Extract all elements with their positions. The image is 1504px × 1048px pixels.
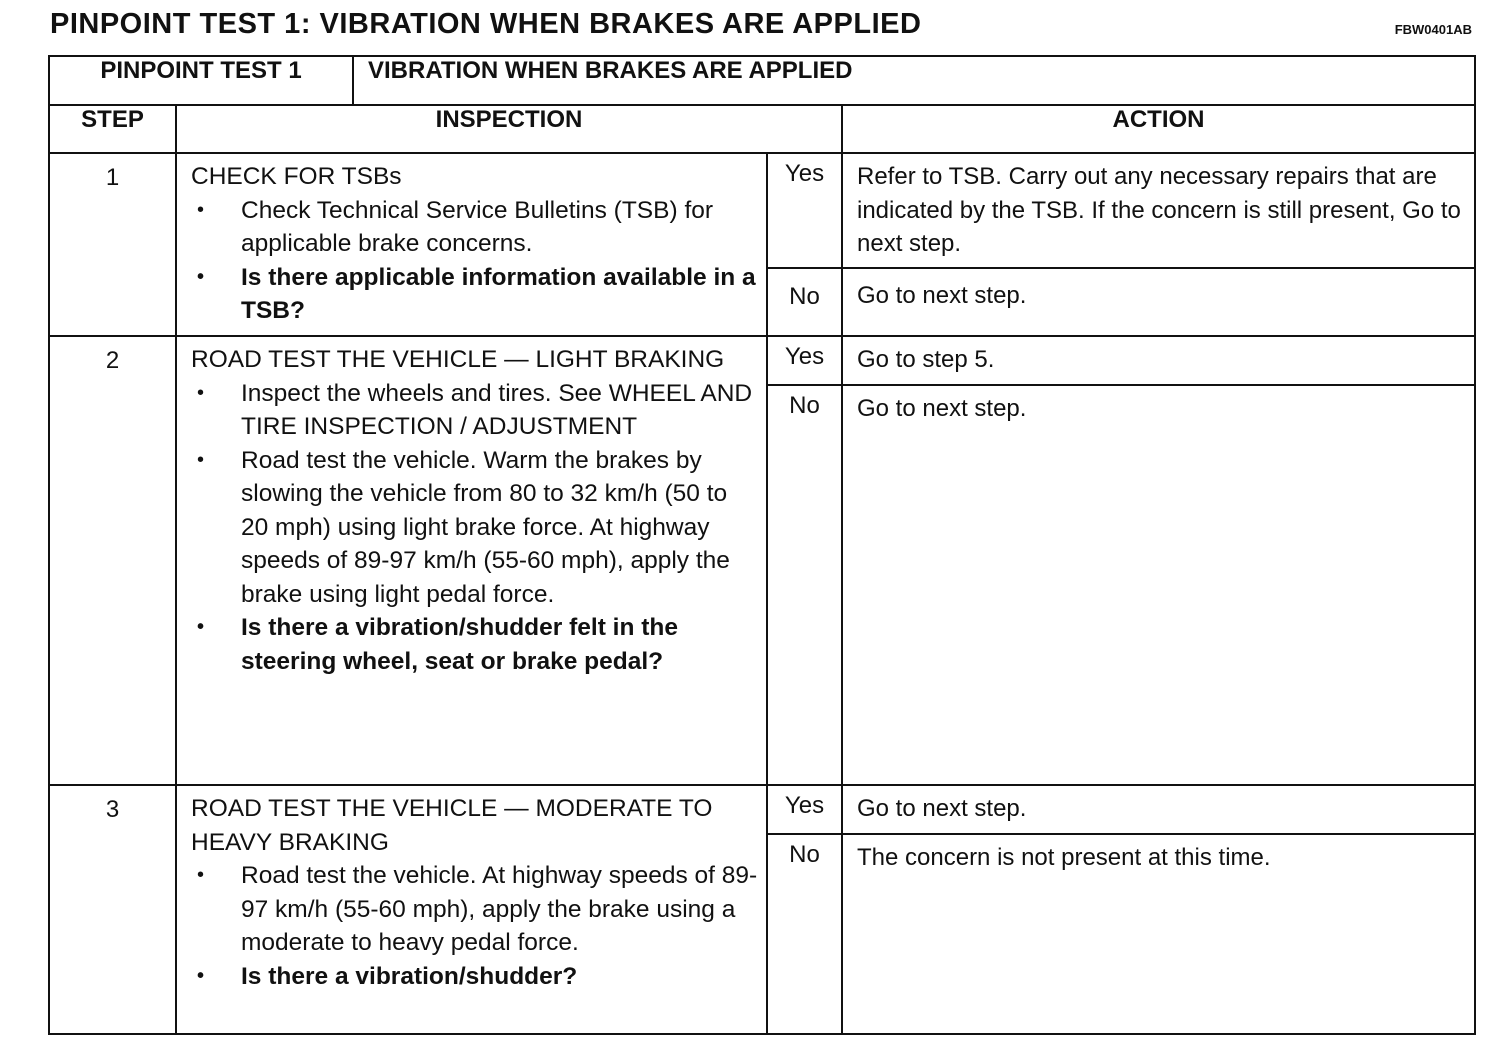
test-name: VIBRATION WHEN BRAKES ARE APPLIED bbox=[353, 56, 1475, 105]
test-label: PINPOINT TEST 1 bbox=[49, 56, 353, 105]
list-item: • Road test the vehicle. Warm the brakes by slowing the vehicle from 80 to 32 km/h (50 to 20 mph) using light brake force. At highway speeds of 89-97 km/h (55-60 mph), apply the brake using light pedal force. bbox=[191, 444, 758, 612]
step-title: ROAD TEST THE VEHICLE — MODERATE TO HEAVY BRAKING bbox=[191, 795, 713, 856]
step-number: 3 bbox=[49, 785, 176, 1034]
bullet-list bbox=[191, 377, 758, 679]
inspection-cell bbox=[176, 785, 767, 1034]
question-item: • Is there a vibration/shudder felt in the steering wheel, seat or brake pedal? bbox=[191, 611, 758, 678]
list-item: • Check Technical Service Bulletins (TSB) for applicable brake concerns. bbox=[191, 194, 758, 261]
column-header-row bbox=[49, 105, 1475, 153]
step-title: ROAD TEST THE VEHICLE — LIGHT BRAKING bbox=[191, 346, 725, 373]
step-number: 2 bbox=[49, 336, 176, 785]
yes-action: Refer to TSB. Carry out any necessary repairs that are indicated by the TSB. If the concern is still present, Go to next step. bbox=[842, 153, 1475, 268]
figure-code: FBW0401AB bbox=[1394, 22, 1472, 37]
step-number: 1 bbox=[49, 153, 176, 336]
page-title: PINPOINT TEST 1: VIBRATION WHEN BRAKES ARE APPLIED bbox=[50, 8, 922, 40]
inspection-cell bbox=[176, 153, 767, 336]
table-row bbox=[49, 336, 1475, 385]
column-header-inspection: INSPECTION bbox=[176, 105, 842, 153]
no-label: No bbox=[767, 834, 842, 1034]
list-item: • Road test the vehicle. At highway speeds of 89-97 km/h (55-60 mph), apply the brake using a moderate to heavy pedal force. bbox=[191, 859, 758, 960]
question-item: • Is there applicable information available in a TSB? bbox=[191, 261, 758, 328]
test-header-row bbox=[49, 56, 1475, 105]
inspection-cell bbox=[176, 336, 767, 785]
yes-action: Go to next step. bbox=[842, 785, 1475, 834]
bullet-list bbox=[191, 194, 758, 328]
no-action: The concern is not present at this time. bbox=[842, 834, 1475, 1034]
step-title: CHECK FOR TSBs bbox=[191, 163, 402, 190]
yes-label: Yes bbox=[767, 336, 842, 385]
no-label: No bbox=[767, 385, 842, 785]
yes-label: Yes bbox=[767, 153, 842, 268]
yes-action: Go to step 5. bbox=[842, 336, 1475, 385]
pinpoint-test-table bbox=[48, 55, 1476, 1035]
question-item: • Is there a vibration/shudder? bbox=[191, 960, 758, 994]
yes-label: Yes bbox=[767, 785, 842, 834]
no-label: No bbox=[767, 268, 842, 336]
column-header-action: ACTION bbox=[842, 105, 1475, 153]
no-action: Go to next step. bbox=[842, 385, 1475, 785]
no-action: Go to next step. bbox=[842, 268, 1475, 336]
list-item: • Inspect the wheels and tires. See WHEEL AND TIRE INSPECTION / ADJUSTMENT bbox=[191, 377, 758, 444]
column-header-step: STEP bbox=[49, 105, 176, 153]
table-row bbox=[49, 785, 1475, 834]
table-row bbox=[49, 153, 1475, 268]
bullet-list bbox=[191, 859, 758, 993]
